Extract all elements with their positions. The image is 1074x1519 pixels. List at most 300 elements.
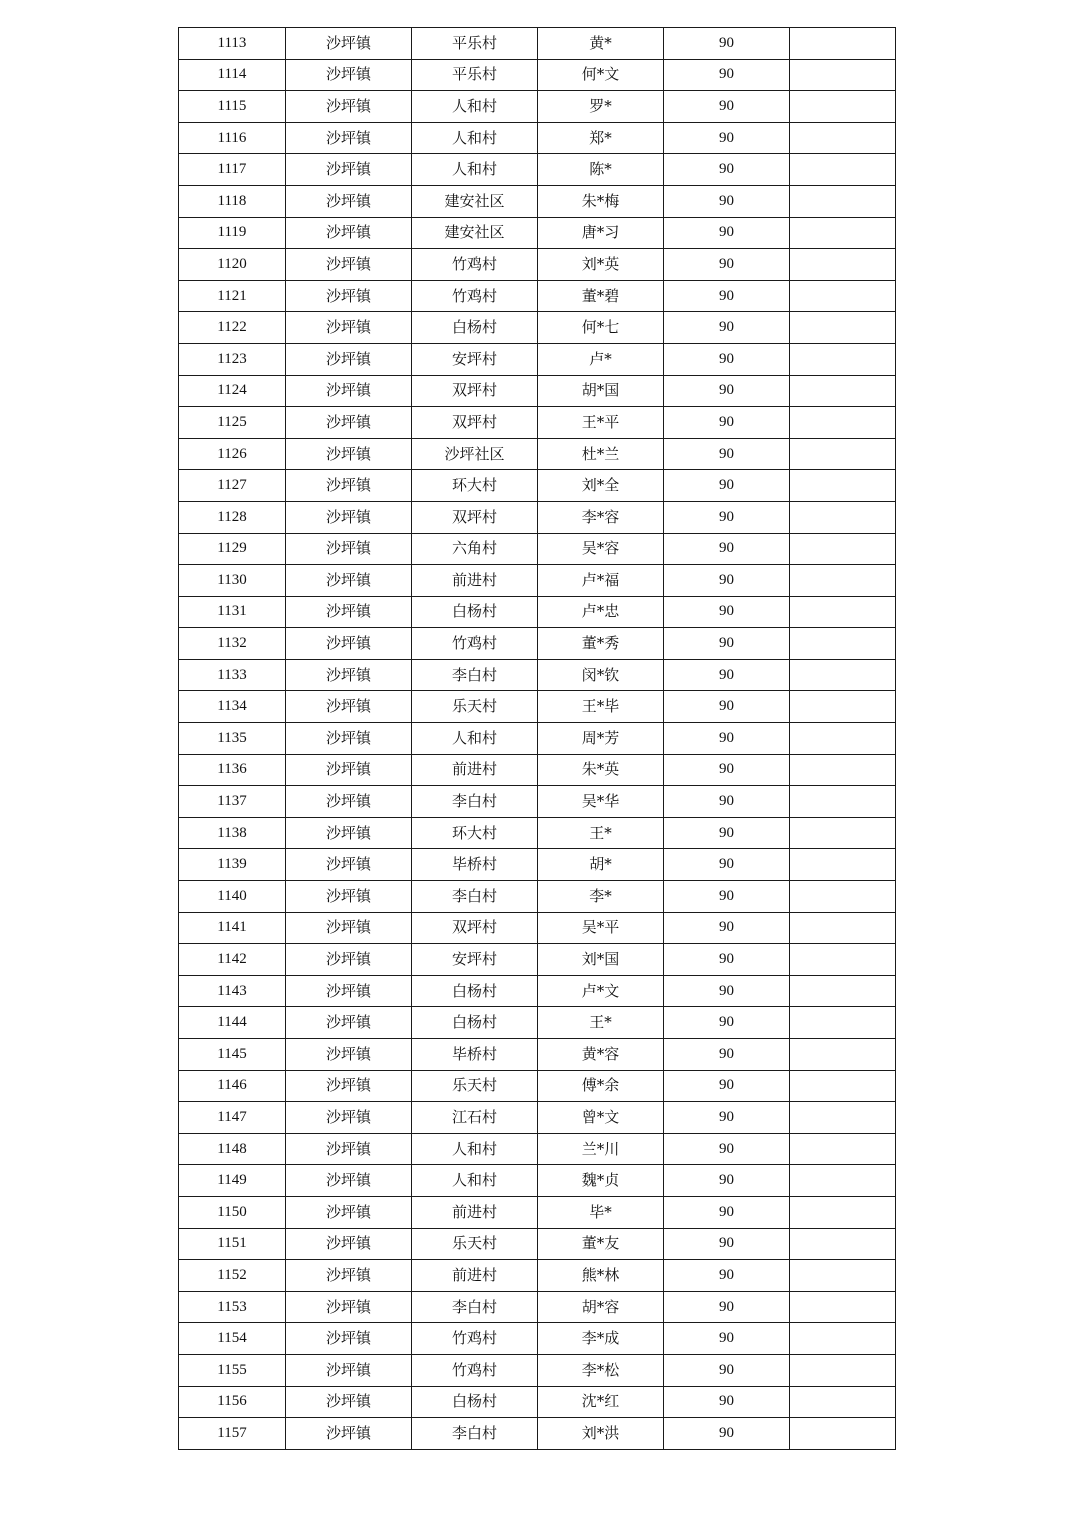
town-cell: 沙坪镇 (286, 470, 412, 502)
amount-cell: 90 (664, 691, 790, 723)
remarks-cell (790, 407, 896, 439)
amount-cell: 90 (664, 1291, 790, 1323)
table-row (179, 1070, 896, 1102)
serial-number-cell: 1115 (179, 91, 286, 123)
amount-cell: 90 (664, 723, 790, 755)
town-cell: 沙坪镇 (286, 280, 412, 312)
table-row (179, 28, 896, 60)
amount-cell: 90 (664, 438, 790, 470)
name-cell: 胡*国 (538, 375, 664, 407)
village-cell: 前进村 (412, 565, 538, 597)
town-cell: 沙坪镇 (286, 1228, 412, 1260)
roster-table (178, 27, 896, 1450)
remarks-cell (790, 975, 896, 1007)
town-cell: 沙坪镇 (286, 154, 412, 186)
town-cell: 沙坪镇 (286, 628, 412, 660)
remarks-cell (790, 1070, 896, 1102)
village-cell: 乐天村 (412, 691, 538, 723)
amount-cell: 90 (664, 628, 790, 660)
village-cell: 白杨村 (412, 975, 538, 1007)
town-cell: 沙坪镇 (286, 185, 412, 217)
village-cell: 双坪村 (412, 501, 538, 533)
table-row (179, 1165, 896, 1197)
village-cell: 沙坪社区 (412, 438, 538, 470)
town-cell: 沙坪镇 (286, 59, 412, 91)
table-row (179, 1228, 896, 1260)
name-cell: 朱*英 (538, 754, 664, 786)
name-cell: 曾*文 (538, 1102, 664, 1134)
name-cell: 熊*林 (538, 1260, 664, 1292)
table-row (179, 470, 896, 502)
village-cell: 前进村 (412, 754, 538, 786)
remarks-cell (790, 312, 896, 344)
town-cell: 沙坪镇 (286, 1260, 412, 1292)
town-cell: 沙坪镇 (286, 1165, 412, 1197)
remarks-cell (790, 1323, 896, 1355)
table-row (179, 122, 896, 154)
table-row (179, 1196, 896, 1228)
serial-number-cell: 1123 (179, 343, 286, 375)
village-cell: 竹鸡村 (412, 280, 538, 312)
table-row (179, 786, 896, 818)
amount-cell: 90 (664, 1323, 790, 1355)
remarks-cell (790, 1291, 896, 1323)
town-cell: 沙坪镇 (286, 407, 412, 439)
serial-number-cell: 1138 (179, 817, 286, 849)
name-cell: 魏*贞 (538, 1165, 664, 1197)
name-cell: 董*秀 (538, 628, 664, 660)
table-row (179, 944, 896, 976)
table-row (179, 1291, 896, 1323)
remarks-cell (790, 501, 896, 533)
remarks-cell (790, 849, 896, 881)
name-cell: 黄* (538, 28, 664, 60)
serial-number-cell: 1150 (179, 1196, 286, 1228)
amount-cell: 90 (664, 249, 790, 281)
amount-cell: 90 (664, 91, 790, 123)
remarks-cell (790, 59, 896, 91)
amount-cell: 90 (664, 596, 790, 628)
remarks-cell (790, 28, 896, 60)
amount-cell: 90 (664, 312, 790, 344)
table-row (179, 1133, 896, 1165)
table-row (179, 1260, 896, 1292)
serial-number-cell: 1121 (179, 280, 286, 312)
town-cell: 沙坪镇 (286, 1291, 412, 1323)
name-cell: 胡* (538, 849, 664, 881)
village-cell: 建安社区 (412, 217, 538, 249)
serial-number-cell: 1137 (179, 786, 286, 818)
remarks-cell (790, 1386, 896, 1418)
amount-cell: 90 (664, 185, 790, 217)
name-cell: 李* (538, 881, 664, 913)
village-cell: 安坪村 (412, 343, 538, 375)
town-cell: 沙坪镇 (286, 1102, 412, 1134)
village-cell: 竹鸡村 (412, 1323, 538, 1355)
table-row (179, 438, 896, 470)
name-cell: 傅*余 (538, 1070, 664, 1102)
name-cell: 闵*钦 (538, 659, 664, 691)
name-cell: 沈*红 (538, 1386, 664, 1418)
name-cell: 陈* (538, 154, 664, 186)
table-row (179, 280, 896, 312)
serial-number-cell: 1116 (179, 122, 286, 154)
village-cell: 人和村 (412, 154, 538, 186)
amount-cell: 90 (664, 1196, 790, 1228)
serial-number-cell: 1153 (179, 1291, 286, 1323)
serial-number-cell: 1126 (179, 438, 286, 470)
serial-number-cell: 1148 (179, 1133, 286, 1165)
serial-number-cell: 1119 (179, 217, 286, 249)
remarks-cell (790, 1260, 896, 1292)
table-row (179, 691, 896, 723)
town-cell: 沙坪镇 (286, 1007, 412, 1039)
amount-cell: 90 (664, 407, 790, 439)
name-cell: 吴*华 (538, 786, 664, 818)
town-cell: 沙坪镇 (286, 786, 412, 818)
town-cell: 沙坪镇 (286, 912, 412, 944)
town-cell: 沙坪镇 (286, 438, 412, 470)
town-cell: 沙坪镇 (286, 91, 412, 123)
table-row (179, 1354, 896, 1386)
table-row (179, 407, 896, 439)
serial-number-cell: 1117 (179, 154, 286, 186)
name-cell: 卢*福 (538, 565, 664, 597)
remarks-cell (790, 691, 896, 723)
remarks-cell (790, 91, 896, 123)
remarks-cell (790, 280, 896, 312)
name-cell: 王*毕 (538, 691, 664, 723)
amount-cell: 90 (664, 1386, 790, 1418)
town-cell: 沙坪镇 (286, 1133, 412, 1165)
town-cell: 沙坪镇 (286, 1418, 412, 1450)
village-cell: 白杨村 (412, 1386, 538, 1418)
village-cell: 环大村 (412, 470, 538, 502)
remarks-cell (790, 1418, 896, 1450)
table-row (179, 533, 896, 565)
remarks-cell (790, 1102, 896, 1134)
name-cell: 吴*平 (538, 912, 664, 944)
remarks-cell (790, 596, 896, 628)
amount-cell: 90 (664, 786, 790, 818)
name-cell: 杜*兰 (538, 438, 664, 470)
town-cell: 沙坪镇 (286, 1070, 412, 1102)
name-cell: 胡*容 (538, 1291, 664, 1323)
serial-number-cell: 1139 (179, 849, 286, 881)
table-row (179, 501, 896, 533)
serial-number-cell: 1127 (179, 470, 286, 502)
name-cell: 刘*英 (538, 249, 664, 281)
serial-number-cell: 1120 (179, 249, 286, 281)
serial-number-cell: 1131 (179, 596, 286, 628)
remarks-cell (790, 185, 896, 217)
amount-cell: 90 (664, 217, 790, 249)
name-cell: 卢* (538, 343, 664, 375)
remarks-cell (790, 249, 896, 281)
table-row (179, 217, 896, 249)
name-cell: 周*芳 (538, 723, 664, 755)
table-row (179, 754, 896, 786)
town-cell: 沙坪镇 (286, 1386, 412, 1418)
remarks-cell (790, 817, 896, 849)
table-row (179, 1386, 896, 1418)
village-cell: 六角村 (412, 533, 538, 565)
table-row (179, 659, 896, 691)
serial-number-cell: 1133 (179, 659, 286, 691)
table-row (179, 723, 896, 755)
table-row (179, 817, 896, 849)
remarks-cell (790, 944, 896, 976)
serial-number-cell: 1136 (179, 754, 286, 786)
village-cell: 建安社区 (412, 185, 538, 217)
remarks-cell (790, 1354, 896, 1386)
name-cell: 王* (538, 817, 664, 849)
name-cell: 王*平 (538, 407, 664, 439)
amount-cell: 90 (664, 501, 790, 533)
table-row (179, 154, 896, 186)
name-cell: 何*文 (538, 59, 664, 91)
serial-number-cell: 1140 (179, 881, 286, 913)
name-cell: 黄*容 (538, 1039, 664, 1071)
remarks-cell (790, 628, 896, 660)
village-cell: 竹鸡村 (412, 628, 538, 660)
table-row (179, 1039, 896, 1071)
town-cell: 沙坪镇 (286, 596, 412, 628)
name-cell: 兰*川 (538, 1133, 664, 1165)
amount-cell: 90 (664, 565, 790, 597)
remarks-cell (790, 1039, 896, 1071)
serial-number-cell: 1155 (179, 1354, 286, 1386)
serial-number-cell: 1141 (179, 912, 286, 944)
village-cell: 人和村 (412, 1165, 538, 1197)
table-row (179, 596, 896, 628)
amount-cell: 90 (664, 470, 790, 502)
serial-number-cell: 1149 (179, 1165, 286, 1197)
remarks-cell (790, 375, 896, 407)
name-cell: 董*碧 (538, 280, 664, 312)
serial-number-cell: 1122 (179, 312, 286, 344)
serial-number-cell: 1129 (179, 533, 286, 565)
amount-cell: 90 (664, 122, 790, 154)
town-cell: 沙坪镇 (286, 375, 412, 407)
name-cell: 卢*文 (538, 975, 664, 1007)
table-row (179, 1102, 896, 1134)
amount-cell: 90 (664, 975, 790, 1007)
name-cell: 董*友 (538, 1228, 664, 1260)
amount-cell: 90 (664, 1228, 790, 1260)
amount-cell: 90 (664, 1007, 790, 1039)
village-cell: 平乐村 (412, 28, 538, 60)
amount-cell: 90 (664, 1133, 790, 1165)
serial-number-cell: 1128 (179, 501, 286, 533)
serial-number-cell: 1114 (179, 59, 286, 91)
amount-cell: 90 (664, 154, 790, 186)
town-cell: 沙坪镇 (286, 754, 412, 786)
table-row (179, 375, 896, 407)
serial-number-cell: 1147 (179, 1102, 286, 1134)
village-cell: 人和村 (412, 723, 538, 755)
village-cell: 安坪村 (412, 944, 538, 976)
remarks-cell (790, 754, 896, 786)
serial-number-cell: 1125 (179, 407, 286, 439)
village-cell: 环大村 (412, 817, 538, 849)
table-row (179, 185, 896, 217)
amount-cell: 90 (664, 817, 790, 849)
town-cell: 沙坪镇 (286, 1323, 412, 1355)
name-cell: 刘*洪 (538, 1418, 664, 1450)
amount-cell: 90 (664, 849, 790, 881)
town-cell: 沙坪镇 (286, 533, 412, 565)
town-cell: 沙坪镇 (286, 944, 412, 976)
name-cell: 郑* (538, 122, 664, 154)
village-cell: 人和村 (412, 91, 538, 123)
village-cell: 白杨村 (412, 596, 538, 628)
serial-number-cell: 1135 (179, 723, 286, 755)
village-cell: 前进村 (412, 1196, 538, 1228)
village-cell: 平乐村 (412, 59, 538, 91)
town-cell: 沙坪镇 (286, 1039, 412, 1071)
village-cell: 李白村 (412, 881, 538, 913)
village-cell: 毕桥村 (412, 849, 538, 881)
amount-cell: 90 (664, 754, 790, 786)
amount-cell: 90 (664, 1354, 790, 1386)
name-cell: 李*成 (538, 1323, 664, 1355)
table-row (179, 975, 896, 1007)
remarks-cell (790, 659, 896, 691)
amount-cell: 90 (664, 659, 790, 691)
village-cell: 竹鸡村 (412, 249, 538, 281)
amount-cell: 90 (664, 1418, 790, 1450)
remarks-cell (790, 723, 896, 755)
amount-cell: 90 (664, 881, 790, 913)
amount-cell: 90 (664, 28, 790, 60)
amount-cell: 90 (664, 1070, 790, 1102)
table-row (179, 59, 896, 91)
name-cell: 罗* (538, 91, 664, 123)
amount-cell: 90 (664, 1102, 790, 1134)
village-cell: 白杨村 (412, 312, 538, 344)
name-cell: 卢*忠 (538, 596, 664, 628)
town-cell: 沙坪镇 (286, 849, 412, 881)
serial-number-cell: 1146 (179, 1070, 286, 1102)
amount-cell: 90 (664, 343, 790, 375)
village-cell: 江石村 (412, 1102, 538, 1134)
name-cell: 何*七 (538, 312, 664, 344)
serial-number-cell: 1156 (179, 1386, 286, 1418)
village-cell: 前进村 (412, 1260, 538, 1292)
serial-number-cell: 1143 (179, 975, 286, 1007)
remarks-cell (790, 533, 896, 565)
remarks-cell (790, 438, 896, 470)
name-cell: 刘*国 (538, 944, 664, 976)
village-cell: 李白村 (412, 1291, 538, 1323)
town-cell: 沙坪镇 (286, 312, 412, 344)
town-cell: 沙坪镇 (286, 1354, 412, 1386)
remarks-cell (790, 786, 896, 818)
remarks-cell (790, 1165, 896, 1197)
remarks-cell (790, 122, 896, 154)
name-cell: 唐*习 (538, 217, 664, 249)
town-cell: 沙坪镇 (286, 501, 412, 533)
amount-cell: 90 (664, 1260, 790, 1292)
name-cell: 李*松 (538, 1354, 664, 1386)
town-cell: 沙坪镇 (286, 217, 412, 249)
village-cell: 人和村 (412, 122, 538, 154)
village-cell: 乐天村 (412, 1070, 538, 1102)
town-cell: 沙坪镇 (286, 249, 412, 281)
amount-cell: 90 (664, 59, 790, 91)
town-cell: 沙坪镇 (286, 122, 412, 154)
name-cell: 刘*全 (538, 470, 664, 502)
serial-number-cell: 1144 (179, 1007, 286, 1039)
remarks-cell (790, 881, 896, 913)
town-cell: 沙坪镇 (286, 817, 412, 849)
amount-cell: 90 (664, 375, 790, 407)
town-cell: 沙坪镇 (286, 881, 412, 913)
serial-number-cell: 1113 (179, 28, 286, 60)
roster-table-body (179, 28, 896, 1450)
remarks-cell (790, 1007, 896, 1039)
remarks-cell (790, 912, 896, 944)
table-row (179, 628, 896, 660)
town-cell: 沙坪镇 (286, 343, 412, 375)
village-cell: 李白村 (412, 659, 538, 691)
remarks-cell (790, 1196, 896, 1228)
amount-cell: 90 (664, 280, 790, 312)
table-row (179, 1323, 896, 1355)
serial-number-cell: 1145 (179, 1039, 286, 1071)
village-cell: 毕桥村 (412, 1039, 538, 1071)
village-cell: 李白村 (412, 1418, 538, 1450)
remarks-cell (790, 565, 896, 597)
serial-number-cell: 1132 (179, 628, 286, 660)
table-row (179, 1007, 896, 1039)
table-row (179, 1418, 896, 1450)
town-cell: 沙坪镇 (286, 975, 412, 1007)
amount-cell: 90 (664, 912, 790, 944)
remarks-cell (790, 343, 896, 375)
village-cell: 竹鸡村 (412, 1354, 538, 1386)
serial-number-cell: 1142 (179, 944, 286, 976)
amount-cell: 90 (664, 944, 790, 976)
name-cell: 王* (538, 1007, 664, 1039)
remarks-cell (790, 1133, 896, 1165)
serial-number-cell: 1152 (179, 1260, 286, 1292)
town-cell: 沙坪镇 (286, 691, 412, 723)
name-cell: 李*容 (538, 501, 664, 533)
remarks-cell (790, 1228, 896, 1260)
town-cell: 沙坪镇 (286, 659, 412, 691)
village-cell: 白杨村 (412, 1007, 538, 1039)
village-cell: 双坪村 (412, 375, 538, 407)
table-row (179, 912, 896, 944)
name-cell: 朱*梅 (538, 185, 664, 217)
serial-number-cell: 1134 (179, 691, 286, 723)
village-cell: 李白村 (412, 786, 538, 818)
amount-cell: 90 (664, 1165, 790, 1197)
name-cell: 吴*容 (538, 533, 664, 565)
table-row (179, 565, 896, 597)
remarks-cell (790, 217, 896, 249)
serial-number-cell: 1154 (179, 1323, 286, 1355)
serial-number-cell: 1118 (179, 185, 286, 217)
village-cell: 双坪村 (412, 407, 538, 439)
table-row (179, 849, 896, 881)
serial-number-cell: 1124 (179, 375, 286, 407)
table-row (179, 91, 896, 123)
remarks-cell (790, 154, 896, 186)
town-cell: 沙坪镇 (286, 565, 412, 597)
